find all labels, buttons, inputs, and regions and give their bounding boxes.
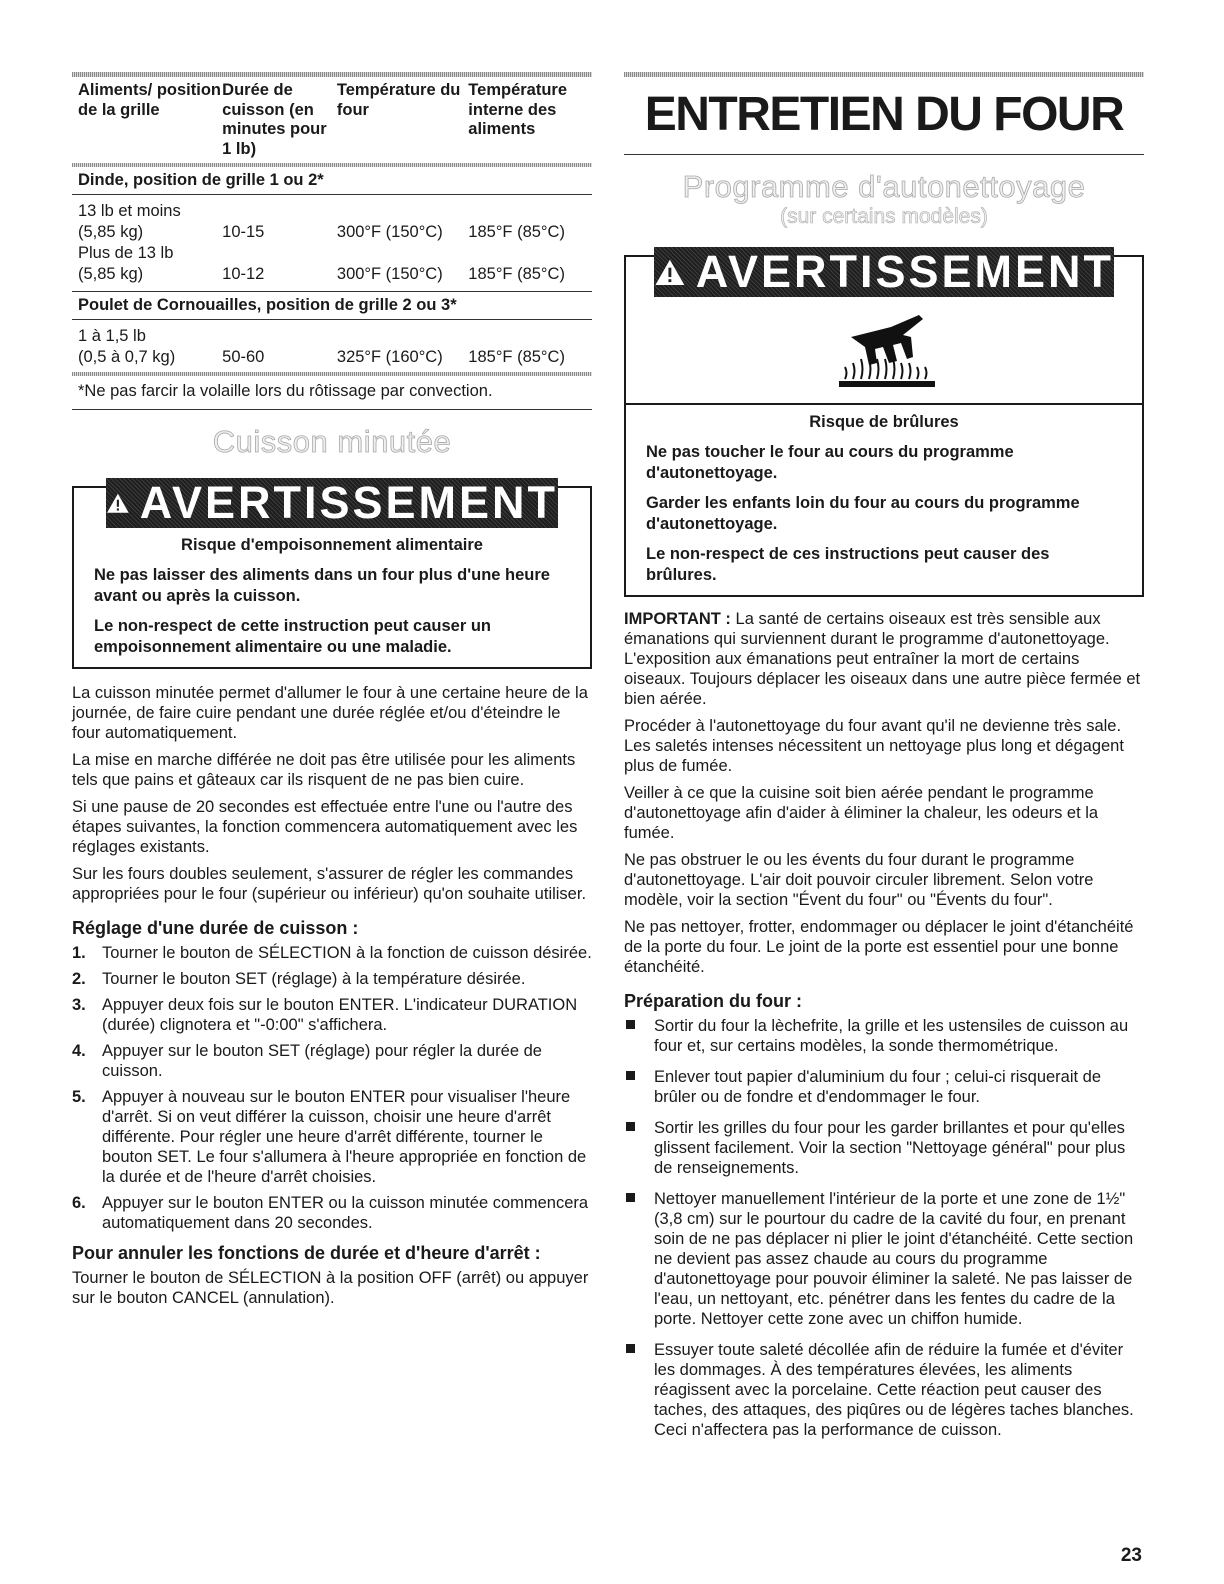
bullet-icon <box>624 1340 654 1440</box>
step-text: Tourner le bouton SET (réglage) à la température désirée. <box>102 970 526 988</box>
cell: 300°F (150°C) <box>336 265 443 283</box>
self-clean-text <box>624 609 1144 977</box>
table-body-cornish-hen <box>72 320 592 372</box>
hot-surface-icon <box>831 309 941 389</box>
warning-body <box>626 405 1142 595</box>
important-paragraph <box>624 609 1144 709</box>
list-item <box>72 1193 592 1233</box>
table-section-turkey: Dinde, position de grille 1 ou 2* <box>72 167 592 195</box>
warning-banner-label: AVERTISSEMENT <box>139 477 558 528</box>
cell <box>222 243 337 264</box>
table-row <box>72 264 592 285</box>
header-duration: Durée de cuisson (en minutes pour 1 lb) <box>222 81 327 158</box>
paragraph: La cuisson minutée permet d'allumer le four à une certaine heure de la journée, de faire cuire pendant une durée réglée et/ou d'éteindre le four automatiquement. <box>72 684 588 742</box>
step-number: 6. <box>72 1194 86 1212</box>
list-item <box>72 943 592 963</box>
bullet-text: Enlever tout papier d'aluminium du four ; celui-ci risquerait de brûler ou de fondre et d'endommager le four. <box>654 1068 1102 1106</box>
table-body-turkey <box>72 195 592 292</box>
paragraph: Ne pas nettoyer, frotter, endommager ou déplacer le joint d'étanchéité de la porte du four. Le joint de la porte est essentiel pour une bonne étanchéité. <box>624 918 1134 976</box>
right-column <box>624 72 1144 1451</box>
warning-triangle-icon <box>106 483 130 523</box>
table-row <box>72 243 592 264</box>
paragraph: La mise en marche différée ne doit pas être utilisée pour les aliments tels que pains et gâteaux car ils risquent de ne pas bien cuire. <box>72 751 576 789</box>
intro-text <box>72 683 592 904</box>
list-item <box>72 995 592 1035</box>
step-text: Appuyer à nouveau sur le bouton ENTER pour visualiser l'heure d'arrêt. Si on veut différer la cuisson, choisir une heure d'arrêt différente. Pour régler une heure d'arrêt différente, tourner le bouton SET. Le four s'allumera à l'heure appropriée en fonction de la durée et de l'heure d'arrêt choisies. <box>102 1088 587 1186</box>
table-row <box>72 326 592 347</box>
cell: 185°F (85°C) <box>468 265 565 283</box>
bullet-text: Sortir les grilles du four pour les garder brillantes et pour qu'elles glissent facilement. Voir la section "Nettoyage général" pour plus de renseignements. <box>654 1119 1126 1177</box>
warning-banner-label: AVERTISSEMENT <box>695 246 1114 297</box>
warning-line: Le non-respect de ces instructions peut causer des brûlures. <box>646 545 1050 584</box>
cell <box>337 326 468 347</box>
cell <box>468 326 586 347</box>
bullet-icon <box>624 1016 654 1056</box>
heading-set-duration: Réglage d'une durée de cuisson : <box>72 918 359 938</box>
hot-surface-area <box>626 297 1142 405</box>
cell: 10-15 <box>222 223 265 241</box>
step-text: Tourner le bouton de SÉLECTION à la fonction de cuisson désirée. <box>102 944 592 962</box>
step-text: Appuyer sur le bouton SET (réglage) pour régler la durée de cuisson. <box>102 1042 542 1080</box>
cell: 10-12 <box>222 265 265 283</box>
warning-triangle-icon <box>654 252 686 292</box>
cell: 1 à 1,5 lb <box>78 327 146 345</box>
section-title-self-clean: Programme d'autonettoyage <box>682 169 1086 204</box>
warning-box-food-poisoning <box>72 477 592 669</box>
cell: (5,85 kg) <box>78 265 144 283</box>
cell <box>222 201 337 222</box>
cell: 325°F (160°C) <box>336 348 443 366</box>
heading-oven-preparation: Préparation du four : <box>624 991 803 1011</box>
cell <box>337 201 468 222</box>
step-number: 1. <box>72 944 86 962</box>
table-row <box>72 347 592 368</box>
cell <box>337 243 468 264</box>
warning-box-burns <box>624 246 1144 597</box>
warning-line: Ne pas laisser des aliments dans un four plus d'une heure avant ou après la cuisson. <box>94 566 550 605</box>
page-title: ENTRETIEN DU FOUR <box>624 77 1144 155</box>
cell: 13 lb et moins <box>78 202 181 220</box>
warning-line: Ne pas toucher le four au cours du programme d'autonettoyage. <box>646 443 1014 482</box>
bullet-text: Nettoyer manuellement l'intérieur de la porte et une zone de 1½" (3,8 cm) sur le pourtour du cadre de la cavité du four, en prenant soin de ne pas déplacer ni plier le joint d'étanchéité. Cette section ne devient pas assez chaude au cours du programme d'autonettoyage pour pouvoir éliminer la saleté. Ne pas laisser de l'eau, un nettoyant, etc. pénétrer dans les fentes du cadre de la porte. Nettoyer cette zone avec un chiffon humide. <box>654 1190 1134 1328</box>
cell: 185°F (85°C) <box>468 348 565 366</box>
section-title-timed-cooking: Cuisson minutée <box>212 424 452 459</box>
list-item <box>624 1067 1144 1107</box>
warning-line: Garder les enfants loin du four au cours du programme d'autonettoyage. <box>646 494 1080 533</box>
step-number: 4. <box>72 1042 86 1060</box>
step-number: 3. <box>72 996 86 1014</box>
warning-title: Risque de brûlures <box>809 413 959 431</box>
heading-cancel: Pour annuler les fonctions de durée et d'heure d'arrêt : <box>72 1243 541 1263</box>
cell: 300°F (150°C) <box>336 223 443 241</box>
header-oven-temp: Température du four <box>336 81 461 119</box>
paragraph: Sur les fours doubles seulement, s'assurer de régler les commandes appropriées pour le four (supérieur ou inférieur) qu'on souhaite utiliser. <box>72 865 587 903</box>
warning-title: Risque d'empoisonnement alimentaire <box>181 536 483 554</box>
step-number: 2. <box>72 970 86 988</box>
table-row <box>72 222 592 243</box>
warning-banner <box>654 247 1114 297</box>
warning-line: Le non-respect de cette instruction peut causer un empoisonnement alimentaire ou une maladie. <box>94 617 491 656</box>
bullet-text: Essuyer toute saleté décollée afin de réduire la fumée et d'éviter les dommages. À des températures élevées, les aliments réagissent avec la porcelaine. Cette réaction peut causer des taches, des attaques, des piqûres ou de légères taches blanches. Ceci n'affectera pas la performance de cuisson. <box>654 1341 1134 1439</box>
header-food: Aliments/ position de la grille <box>78 81 222 119</box>
list-item <box>624 1340 1144 1440</box>
paragraph: Veiller à ce que la cuisine soit bien aérée pendant le programme d'autonettoyage afin d'aider à éliminer la chaleur, les odeurs et la fumée. <box>624 784 1099 842</box>
important-text: La santé de certains oiseaux est très sensible aux émanations qui surviennent durant le programme d'autonettoyage. L'exposition aux émanations peut entraîner la mort de certains oiseaux. Toujours déplacer les oiseaux dans une autre pièce fermée et bien aérée. <box>624 610 1141 708</box>
left-column <box>72 72 592 1315</box>
list-item <box>624 1016 1144 1056</box>
cell: 50-60 <box>222 348 265 366</box>
cell <box>468 243 586 264</box>
list-item <box>72 1041 592 1081</box>
step-text: Appuyer deux fois sur le bouton ENTER. L'indicateur DURATION (durée) clignotera et "-0:00" s'affichera. <box>102 996 578 1034</box>
step-number: 5. <box>72 1088 86 1106</box>
table-section-cornish-hen: Poulet de Cornouailles, position de grille 2 ou 3* <box>72 292 592 320</box>
section-subtitle: (sur certains modèles) <box>780 205 988 228</box>
cell <box>222 326 337 347</box>
page-number: 23 <box>1120 1545 1142 1566</box>
table-header <box>72 77 592 163</box>
cell: (0,5 à 0,7 kg) <box>78 348 176 366</box>
paragraph: Si une pause de 20 secondes est effectuée entre l'une ou l'autre des étapes suivantes, la fonction commencera automatiquement avec les réglages existants. <box>72 798 578 856</box>
bullet-icon <box>624 1118 654 1178</box>
list-item <box>72 969 592 989</box>
paragraph: Procéder à l'autonettoyage du four avant qu'il ne devienne très sale. Les saletés intenses nécessitent un nettoyage plus long et dégagent plus de fumée. <box>624 717 1124 775</box>
paragraph: Ne pas obstruer le ou les évents du four durant le programme d'autonettoyage. L'air doit pouvoir circuler librement. Selon votre modèle, voir la section "Évent du four" ou "Évents du four". <box>624 851 1094 909</box>
warning-body <box>74 528 590 667</box>
bullet-icon <box>624 1067 654 1107</box>
cell <box>468 201 586 222</box>
table-row <box>72 201 592 222</box>
cell: 185°F (85°C) <box>468 223 565 241</box>
warning-banner <box>106 478 558 528</box>
steps-list <box>72 943 592 1233</box>
bullet-text: Sortir du four la lèchefrite, la grille et les ustensiles de cuisson au four et, sur certains modèles, la sonde thermométrique. <box>654 1017 1129 1055</box>
table-footnote: *Ne pas farcir la volaille lors du rôtissage par convection. <box>72 376 592 410</box>
preparation-list <box>624 1016 1144 1440</box>
header-internal-temp: Température interne des aliments <box>468 81 568 138</box>
important-label: IMPORTANT : <box>624 610 731 628</box>
cell: Plus de 13 lb <box>78 244 174 262</box>
step-text: Appuyer sur le bouton ENTER ou la cuisson minutée commencera automatiquement dans 20 secondes. <box>102 1194 589 1232</box>
bullet-icon <box>624 1189 654 1329</box>
list-item <box>624 1118 1144 1178</box>
list-item <box>624 1189 1144 1329</box>
cell: (5,85 kg) <box>78 223 144 241</box>
cancel-paragraph: Tourner le bouton de SÉLECTION à la position OFF (arrêt) ou appuyer sur le bouton CANCEL (annulation). <box>72 1269 589 1307</box>
list-item <box>72 1087 592 1187</box>
